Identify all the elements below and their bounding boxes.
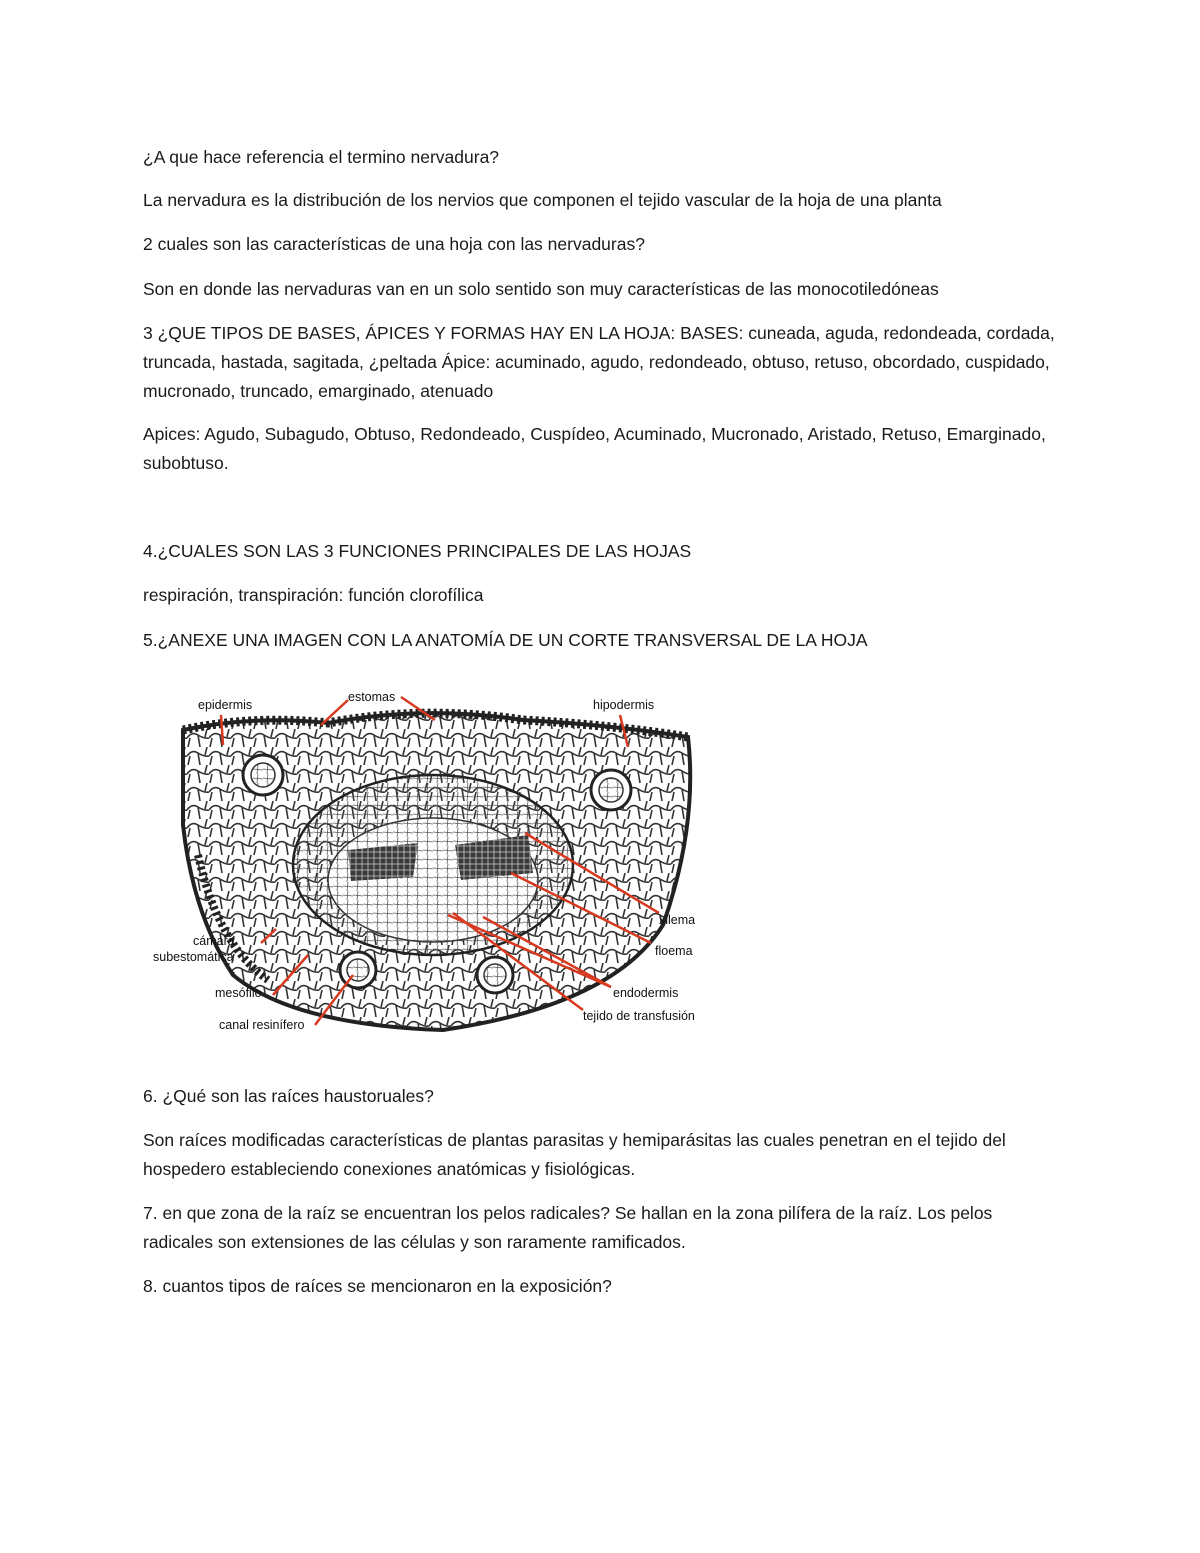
answer-6: Son raíces modificadas características de plantas parasitas y hemiparásitas las cuales penetran en el tejido del hospedero estableciendo conexiones anatómicas y fisiológicas. — [143, 1130, 1006, 1179]
answer-4: respiración, transpiración: función clorofílica — [143, 585, 484, 605]
answer-2: Son en donde las nervaduras van en un solo sentido son muy características de las monocotiledóneas — [143, 279, 939, 299]
question-3: 3 ¿QUE TIPOS DE BASES, ÁPICES Y FORMAS HAY EN LA HOJA: BASES: cuneada, aguda, redondeada, cordada, truncada, hastada, sagitada, ¿peltada Ápice: acuminado, agudo, redondeado, obtuso, retuso, obcordado, cuspidado, mucronado, truncado, emarginado, atenuado — [143, 323, 1055, 401]
label-subestomatica: subestomática — [153, 950, 234, 964]
label-estomas: estomas — [348, 690, 396, 704]
answer-1: La nervadura es la distribución de los nervios que componen el tejido vascular de la hoja de una planta — [143, 190, 942, 210]
label-canal-resinifero: canal resinífero — [219, 1018, 305, 1032]
label-tejido-transfusion: tejido de transfusión — [583, 1009, 695, 1023]
label-floema: floema — [655, 944, 693, 958]
question-5: 5.¿ANEXE UNA IMAGEN CON LA ANATOMÍA DE UN CORTE TRANSVERSAL DE LA HOJA — [143, 630, 868, 650]
label-camara: cámara — [193, 934, 235, 948]
label-endodermis: endodermis — [613, 986, 679, 1000]
question-2: 2 cuales son las características de una hoja con las nervaduras? — [143, 234, 645, 254]
question-answer-7: 7. en que zona de la raíz se encuentran los pelos radicales? Se hallan en la zona pilífera de la raíz. Los pelos radicales son extensiones de las células y son raramente ramificados. — [143, 1203, 993, 1252]
label-xilema: xilema — [659, 913, 696, 927]
label-epidermis: epidermis — [198, 698, 253, 712]
question-8: 8. cuantos tipos de raíces se mencionaron en la exposición? — [143, 1276, 612, 1296]
question-4: 4.¿CUALES SON LAS 3 FUNCIONES PRINCIPALES DE LAS HOJAS — [143, 541, 692, 561]
question-1: ¿A que hace referencia el termino nervadura? — [143, 147, 500, 167]
answer-3-apices: Apices: Agudo, Subagudo, Obtuso, Redondeado, Cuspídeo, Acuminado, Mucronado, Aristado, Retuso, Emarginado, subobtuso. — [143, 424, 1046, 473]
label-hipodermis: hipodermis — [593, 698, 655, 712]
leaf-cross-section-figure — [143, 675, 718, 1070]
label-mesofilo: mesófilo — [215, 986, 262, 1000]
question-6: 6. ¿Qué son las raíces haustoruales? — [143, 1086, 434, 1106]
